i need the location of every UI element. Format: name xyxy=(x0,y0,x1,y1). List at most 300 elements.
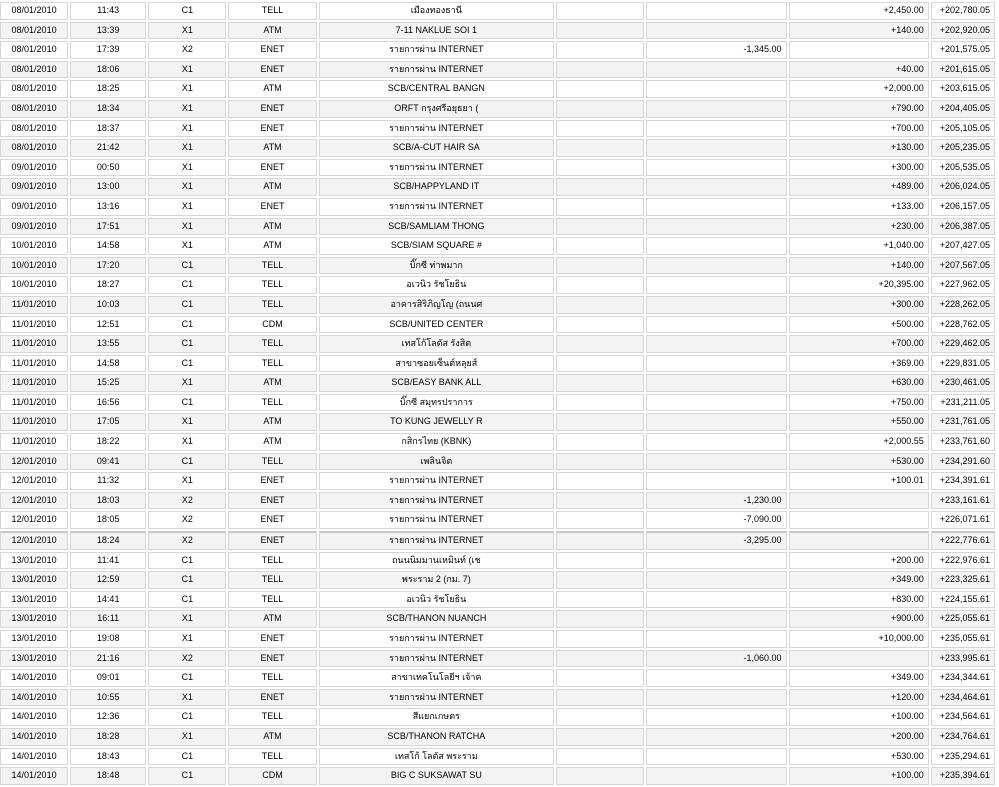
deposit-cell: +2,450.00 xyxy=(789,2,929,20)
deposit-cell: +530.00 xyxy=(789,748,929,766)
balance-cell: +225,055.61 xyxy=(931,610,995,628)
channel-cell: ATM xyxy=(228,413,316,431)
balance-cell: +228,262.05 xyxy=(931,296,995,314)
table-row xyxy=(0,218,995,236)
description-cell: SCB/SAMLIAM THONG xyxy=(319,218,554,236)
withdrawal-cell xyxy=(646,80,786,98)
description-cell: เมืองทองธานี xyxy=(319,2,554,20)
description-cell: SCB/UNITED CENTER xyxy=(319,316,554,334)
reference-cell xyxy=(556,708,644,726)
reference-cell xyxy=(556,178,644,196)
date-cell: 09/01/2010 xyxy=(0,159,68,177)
reference-cell xyxy=(556,669,644,687)
description-cell: รายการผ่าน INTERNET xyxy=(319,61,554,79)
time-cell: 18:24 xyxy=(70,531,146,550)
channel-cell: TELL xyxy=(228,355,316,373)
time-cell: 13:55 xyxy=(70,335,146,353)
withdrawal-cell xyxy=(646,610,786,628)
deposit-cell: +300.00 xyxy=(789,296,929,314)
description-cell: อาคารสิริภิญโญ (ถนนศ xyxy=(319,296,554,314)
reference-cell xyxy=(556,610,644,628)
date-cell: 13/01/2010 xyxy=(0,591,68,609)
code-cell: X1 xyxy=(148,689,226,707)
description-cell: เทสโก้โลตัส รังสิต xyxy=(319,335,554,353)
description-cell: กสิกรไทย (KBNK) xyxy=(319,433,554,451)
time-cell: 18:22 xyxy=(70,433,146,451)
date-cell: 14/01/2010 xyxy=(0,728,68,746)
deposit-cell: +349.00 xyxy=(789,669,929,687)
code-cell: X1 xyxy=(148,218,226,236)
time-cell: 14:41 xyxy=(70,591,146,609)
withdrawal-cell xyxy=(646,591,786,609)
code-cell: C1 xyxy=(148,296,226,314)
description-cell: อเวนิว รัชโยธิน xyxy=(319,591,554,609)
deposit-cell: +100.00 xyxy=(789,767,929,785)
balance-cell: +206,024.05 xyxy=(931,178,995,196)
code-cell: X1 xyxy=(148,413,226,431)
withdrawal-cell xyxy=(646,276,786,294)
deposit-cell: +200.00 xyxy=(789,728,929,746)
channel-cell: ENET xyxy=(228,41,316,59)
description-cell: SCB/HAPPYLAND IT xyxy=(319,178,554,196)
withdrawal-cell xyxy=(646,178,786,196)
description-cell: เพลินจิต xyxy=(319,453,554,471)
reference-cell xyxy=(556,237,644,255)
date-cell: 08/01/2010 xyxy=(0,22,68,40)
deposit-cell: +489.00 xyxy=(789,178,929,196)
reference-cell xyxy=(556,728,644,746)
time-cell: 18:28 xyxy=(70,728,146,746)
reference-cell xyxy=(556,22,644,40)
withdrawal-cell xyxy=(646,22,786,40)
balance-cell: +227,962.05 xyxy=(931,276,995,294)
deposit-cell: +40.00 xyxy=(789,61,929,79)
code-cell: X1 xyxy=(148,433,226,451)
reference-cell xyxy=(556,552,644,570)
time-cell: 16:11 xyxy=(70,610,146,628)
table-row xyxy=(0,2,995,20)
deposit-cell: +630.00 xyxy=(789,374,929,392)
time-cell: 19:08 xyxy=(70,630,146,648)
time-cell: 11:32 xyxy=(70,472,146,490)
table-row xyxy=(0,650,995,668)
channel-cell: TELL xyxy=(228,335,316,353)
deposit-cell: +790.00 xyxy=(789,100,929,118)
balance-cell: +234,564.61 xyxy=(931,708,995,726)
reference-cell xyxy=(556,218,644,236)
table-row xyxy=(0,335,995,353)
withdrawal-cell xyxy=(646,100,786,118)
date-cell: 10/01/2010 xyxy=(0,276,68,294)
withdrawal-cell xyxy=(646,316,786,334)
time-cell: 10:03 xyxy=(70,296,146,314)
channel-cell: ENET xyxy=(228,650,316,668)
channel-cell: TELL xyxy=(228,591,316,609)
balance-cell: +229,831.05 xyxy=(931,355,995,373)
date-cell: 14/01/2010 xyxy=(0,669,68,687)
balance-cell: +206,387.05 xyxy=(931,218,995,236)
date-cell: 11/01/2010 xyxy=(0,296,68,314)
channel-cell: ATM xyxy=(228,218,316,236)
deposit-cell: +140.00 xyxy=(789,257,929,275)
reference-cell xyxy=(556,571,644,589)
time-cell: 11:41 xyxy=(70,552,146,570)
deposit-cell: +500.00 xyxy=(789,316,929,334)
description-cell: ถนนนิมมานเหมินท์ (เช xyxy=(319,552,554,570)
date-cell: 12/01/2010 xyxy=(0,511,68,529)
date-cell: 08/01/2010 xyxy=(0,2,68,20)
balance-cell: +229,462.05 xyxy=(931,335,995,353)
balance-cell: +223,325.61 xyxy=(931,571,995,589)
code-cell: X2 xyxy=(148,41,226,59)
code-cell: C1 xyxy=(148,355,226,373)
description-cell: อเวนิว รัชโยธิน xyxy=(319,276,554,294)
channel-cell: CDM xyxy=(228,316,316,334)
table-row xyxy=(0,708,995,726)
code-cell: C1 xyxy=(148,591,226,609)
withdrawal-cell xyxy=(646,120,786,138)
balance-cell: +234,764.61 xyxy=(931,728,995,746)
channel-cell: TELL xyxy=(228,2,316,20)
withdrawal-cell xyxy=(646,708,786,726)
date-cell: 11/01/2010 xyxy=(0,433,68,451)
reference-cell xyxy=(556,355,644,373)
table-row xyxy=(0,630,995,648)
balance-cell: +235,394.61 xyxy=(931,767,995,785)
code-cell: X2 xyxy=(148,531,226,550)
balance-cell: +234,391.61 xyxy=(931,472,995,490)
code-cell: X1 xyxy=(148,80,226,98)
table-row xyxy=(0,728,995,746)
deposit-cell: +530.00 xyxy=(789,453,929,471)
reference-cell xyxy=(556,374,644,392)
deposit-cell: +700.00 xyxy=(789,335,929,353)
date-cell: 13/01/2010 xyxy=(0,552,68,570)
channel-cell: ATM xyxy=(228,610,316,628)
description-cell: รายการผ่าน INTERNET xyxy=(319,41,554,59)
code-cell: C1 xyxy=(148,708,226,726)
channel-cell: CDM xyxy=(228,767,316,785)
withdrawal-cell xyxy=(646,748,786,766)
balance-cell: +228,762.05 xyxy=(931,316,995,334)
table-row xyxy=(0,374,995,392)
table-row xyxy=(0,394,995,412)
date-cell: 11/01/2010 xyxy=(0,394,68,412)
time-cell: 09:01 xyxy=(70,669,146,687)
withdrawal-cell xyxy=(646,296,786,314)
code-cell: X1 xyxy=(148,610,226,628)
deposit-cell: +550.00 xyxy=(789,413,929,431)
date-cell: 12/01/2010 xyxy=(0,531,68,550)
description-cell: SCB/CENTRAL BANGN xyxy=(319,80,554,98)
channel-cell: ENET xyxy=(228,198,316,216)
reference-cell xyxy=(556,80,644,98)
date-cell: 12/01/2010 xyxy=(0,472,68,490)
reference-cell xyxy=(556,689,644,707)
reference-cell xyxy=(556,296,644,314)
time-cell: 00:50 xyxy=(70,159,146,177)
balance-cell: +204,405.05 xyxy=(931,100,995,118)
time-cell: 18:25 xyxy=(70,80,146,98)
reference-cell xyxy=(556,335,644,353)
time-cell: 14:58 xyxy=(70,355,146,373)
code-cell: X2 xyxy=(148,492,226,510)
channel-cell: ATM xyxy=(228,237,316,255)
reference-cell xyxy=(556,41,644,59)
deposit-cell: +130.00 xyxy=(789,139,929,157)
time-cell: 18:37 xyxy=(70,120,146,138)
balance-cell: +207,567.05 xyxy=(931,257,995,275)
withdrawal-cell xyxy=(646,159,786,177)
time-cell: 21:42 xyxy=(70,139,146,157)
description-cell: รายการผ่าน INTERNET xyxy=(319,472,554,490)
time-cell: 12:36 xyxy=(70,708,146,726)
date-cell: 09/01/2010 xyxy=(0,218,68,236)
reference-cell xyxy=(556,120,644,138)
balance-cell: +233,161.61 xyxy=(931,492,995,510)
code-cell: X2 xyxy=(148,650,226,668)
deposit-cell: +1,040.00 xyxy=(789,237,929,255)
time-cell: 18:27 xyxy=(70,276,146,294)
reference-cell xyxy=(556,100,644,118)
deposit-cell: +200.00 xyxy=(789,552,929,570)
code-cell: C1 xyxy=(148,276,226,294)
withdrawal-cell xyxy=(646,198,786,216)
time-cell: 13:16 xyxy=(70,198,146,216)
table-row xyxy=(0,276,995,294)
description-cell: SCB/EASY BANK ALL xyxy=(319,374,554,392)
date-cell: 12/01/2010 xyxy=(0,453,68,471)
description-cell: สีแยกเกษตร xyxy=(319,708,554,726)
channel-cell: TELL xyxy=(228,394,316,412)
channel-cell: ENET xyxy=(228,100,316,118)
description-cell: รายการผ่าน INTERNET xyxy=(319,198,554,216)
description-cell: SCB/A-CUT HAIR SA xyxy=(319,139,554,157)
deposit-cell: +700.00 xyxy=(789,120,929,138)
deposit-cell: +300.00 xyxy=(789,159,929,177)
date-cell: 11/01/2010 xyxy=(0,316,68,334)
reference-cell xyxy=(556,394,644,412)
description-cell: เทสโก้ โลตัส พระราม xyxy=(319,748,554,766)
date-cell: 11/01/2010 xyxy=(0,413,68,431)
date-cell: 08/01/2010 xyxy=(0,80,68,98)
channel-cell: TELL xyxy=(228,552,316,570)
date-cell: 13/01/2010 xyxy=(0,650,68,668)
deposit-cell: +2,000.00 xyxy=(789,80,929,98)
deposit-cell: +10,000.00 xyxy=(789,630,929,648)
withdrawal-cell xyxy=(646,472,786,490)
withdrawal-cell xyxy=(646,669,786,687)
withdrawal-cell: -1,345.00 xyxy=(646,41,786,59)
deposit-cell: +133.00 xyxy=(789,198,929,216)
withdrawal-cell: -3,295.00 xyxy=(646,531,786,550)
channel-cell: ENET xyxy=(228,61,316,79)
code-cell: X1 xyxy=(148,139,226,157)
balance-cell: +235,055.61 xyxy=(931,630,995,648)
deposit-cell: +230.00 xyxy=(789,218,929,236)
channel-cell: TELL xyxy=(228,296,316,314)
channel-cell: TELL xyxy=(228,571,316,589)
deposit-cell: +100.00 xyxy=(789,708,929,726)
time-cell: 17:05 xyxy=(70,413,146,431)
table-row xyxy=(0,511,995,529)
description-cell: รายการผ่าน INTERNET xyxy=(319,689,554,707)
table-row xyxy=(0,100,995,118)
reference-cell xyxy=(556,630,644,648)
description-cell: รายการผ่าน INTERNET xyxy=(319,630,554,648)
withdrawal-cell xyxy=(646,218,786,236)
time-cell: 17:51 xyxy=(70,218,146,236)
withdrawal-cell xyxy=(646,630,786,648)
channel-cell: ENET xyxy=(228,472,316,490)
withdrawal-cell xyxy=(646,257,786,275)
channel-cell: ATM xyxy=(228,22,316,40)
code-cell: X1 xyxy=(148,374,226,392)
channel-cell: ENET xyxy=(228,120,316,138)
date-cell: 14/01/2010 xyxy=(0,689,68,707)
reference-cell xyxy=(556,276,644,294)
description-cell: พระราม 2 (กม. 7) xyxy=(319,571,554,589)
time-cell: 18:34 xyxy=(70,100,146,118)
code-cell: C1 xyxy=(148,552,226,570)
table-row xyxy=(0,610,995,628)
channel-cell: ATM xyxy=(228,374,316,392)
table-row xyxy=(0,689,995,707)
reference-cell xyxy=(556,316,644,334)
reference-cell xyxy=(556,2,644,20)
table-row xyxy=(0,159,995,177)
time-cell: 11:43 xyxy=(70,2,146,20)
table-row xyxy=(0,492,995,510)
description-cell: รายการผ่าน INTERNET xyxy=(319,492,554,510)
deposit-cell: +830.00 xyxy=(789,591,929,609)
reference-cell xyxy=(556,139,644,157)
code-cell: C1 xyxy=(148,316,226,334)
code-cell: X1 xyxy=(148,237,226,255)
date-cell: 08/01/2010 xyxy=(0,120,68,138)
balance-cell: +234,291.60 xyxy=(931,453,995,471)
channel-cell: ENET xyxy=(228,492,316,510)
code-cell: X1 xyxy=(148,728,226,746)
code-cell: X1 xyxy=(148,198,226,216)
withdrawal-cell xyxy=(646,571,786,589)
channel-cell: ATM xyxy=(228,80,316,98)
withdrawal-cell xyxy=(646,728,786,746)
balance-cell: +234,344.61 xyxy=(931,669,995,687)
balance-cell: +202,780.05 xyxy=(931,2,995,20)
reference-cell xyxy=(556,472,644,490)
withdrawal-cell xyxy=(646,689,786,707)
deposit-cell xyxy=(789,650,929,668)
description-cell: SCB/THANON NUANCH xyxy=(319,610,554,628)
withdrawal-cell xyxy=(646,355,786,373)
channel-cell: TELL xyxy=(228,453,316,471)
reference-cell xyxy=(556,767,644,785)
table-row xyxy=(0,41,995,59)
channel-cell: TELL xyxy=(228,669,316,687)
table-row xyxy=(0,748,995,766)
code-cell: X1 xyxy=(148,100,226,118)
table-row xyxy=(0,591,995,609)
description-cell: 7-11 NAKLUE SOI 1 xyxy=(319,22,554,40)
date-cell: 14/01/2010 xyxy=(0,748,68,766)
table-row xyxy=(0,296,995,314)
deposit-cell: +349.00 xyxy=(789,571,929,589)
reference-cell xyxy=(556,492,644,510)
reference-cell xyxy=(556,511,644,529)
channel-cell: TELL xyxy=(228,276,316,294)
withdrawal-cell xyxy=(646,237,786,255)
code-cell: X2 xyxy=(148,511,226,529)
code-cell: C1 xyxy=(148,453,226,471)
description-cell: รายการผ่าน INTERNET xyxy=(319,531,554,550)
table-row xyxy=(0,433,995,451)
table-row xyxy=(0,767,995,785)
table-row xyxy=(0,571,995,589)
channel-cell: ENET xyxy=(228,531,316,550)
time-cell: 12:59 xyxy=(70,571,146,589)
date-cell: 11/01/2010 xyxy=(0,335,68,353)
time-cell: 18:06 xyxy=(70,61,146,79)
balance-cell: +222,976.61 xyxy=(931,552,995,570)
reference-cell xyxy=(556,453,644,471)
balance-cell: +206,157.05 xyxy=(931,198,995,216)
deposit-cell: +369.00 xyxy=(789,355,929,373)
code-cell: X1 xyxy=(148,178,226,196)
code-cell: C1 xyxy=(148,394,226,412)
table-row xyxy=(0,80,995,98)
description-cell: รายการผ่าน INTERNET xyxy=(319,120,554,138)
description-cell: ORFT กรุงศรีอยุธยา ( xyxy=(319,100,554,118)
time-cell: 17:20 xyxy=(70,257,146,275)
balance-cell: +205,235.05 xyxy=(931,139,995,157)
balance-cell: +224,155.61 xyxy=(931,591,995,609)
deposit-cell xyxy=(789,41,929,59)
withdrawal-cell: -1,060.00 xyxy=(646,650,786,668)
balance-cell: +205,105.05 xyxy=(931,120,995,138)
description-cell: บิ๊กซี ท่าพมาก xyxy=(319,257,554,275)
channel-cell: ENET xyxy=(228,630,316,648)
time-cell: 12:51 xyxy=(70,316,146,334)
withdrawal-cell xyxy=(646,552,786,570)
balance-cell: +222,776.61 xyxy=(931,531,995,550)
table-row xyxy=(0,316,995,334)
balance-cell: +207,427.05 xyxy=(931,237,995,255)
withdrawal-cell xyxy=(646,374,786,392)
withdrawal-cell xyxy=(646,335,786,353)
balance-cell: +203,615.05 xyxy=(931,80,995,98)
channel-cell: ATM xyxy=(228,139,316,157)
deposit-cell: +20,395.00 xyxy=(789,276,929,294)
deposit-cell: +100.01 xyxy=(789,472,929,490)
date-cell: 08/01/2010 xyxy=(0,139,68,157)
table-row xyxy=(0,669,995,687)
balance-cell: +233,995.61 xyxy=(931,650,995,668)
channel-cell: TELL xyxy=(228,257,316,275)
time-cell: 18:03 xyxy=(70,492,146,510)
time-cell: 13:00 xyxy=(70,178,146,196)
time-cell: 13:39 xyxy=(70,22,146,40)
reference-cell xyxy=(556,159,644,177)
table-row xyxy=(0,355,995,373)
balance-cell: +230,461.05 xyxy=(931,374,995,392)
date-cell: 10/01/2010 xyxy=(0,257,68,275)
table-row xyxy=(0,552,995,570)
balance-cell: +201,575.05 xyxy=(931,41,995,59)
reference-cell xyxy=(556,413,644,431)
withdrawal-cell xyxy=(646,413,786,431)
time-cell: 09:41 xyxy=(70,453,146,471)
